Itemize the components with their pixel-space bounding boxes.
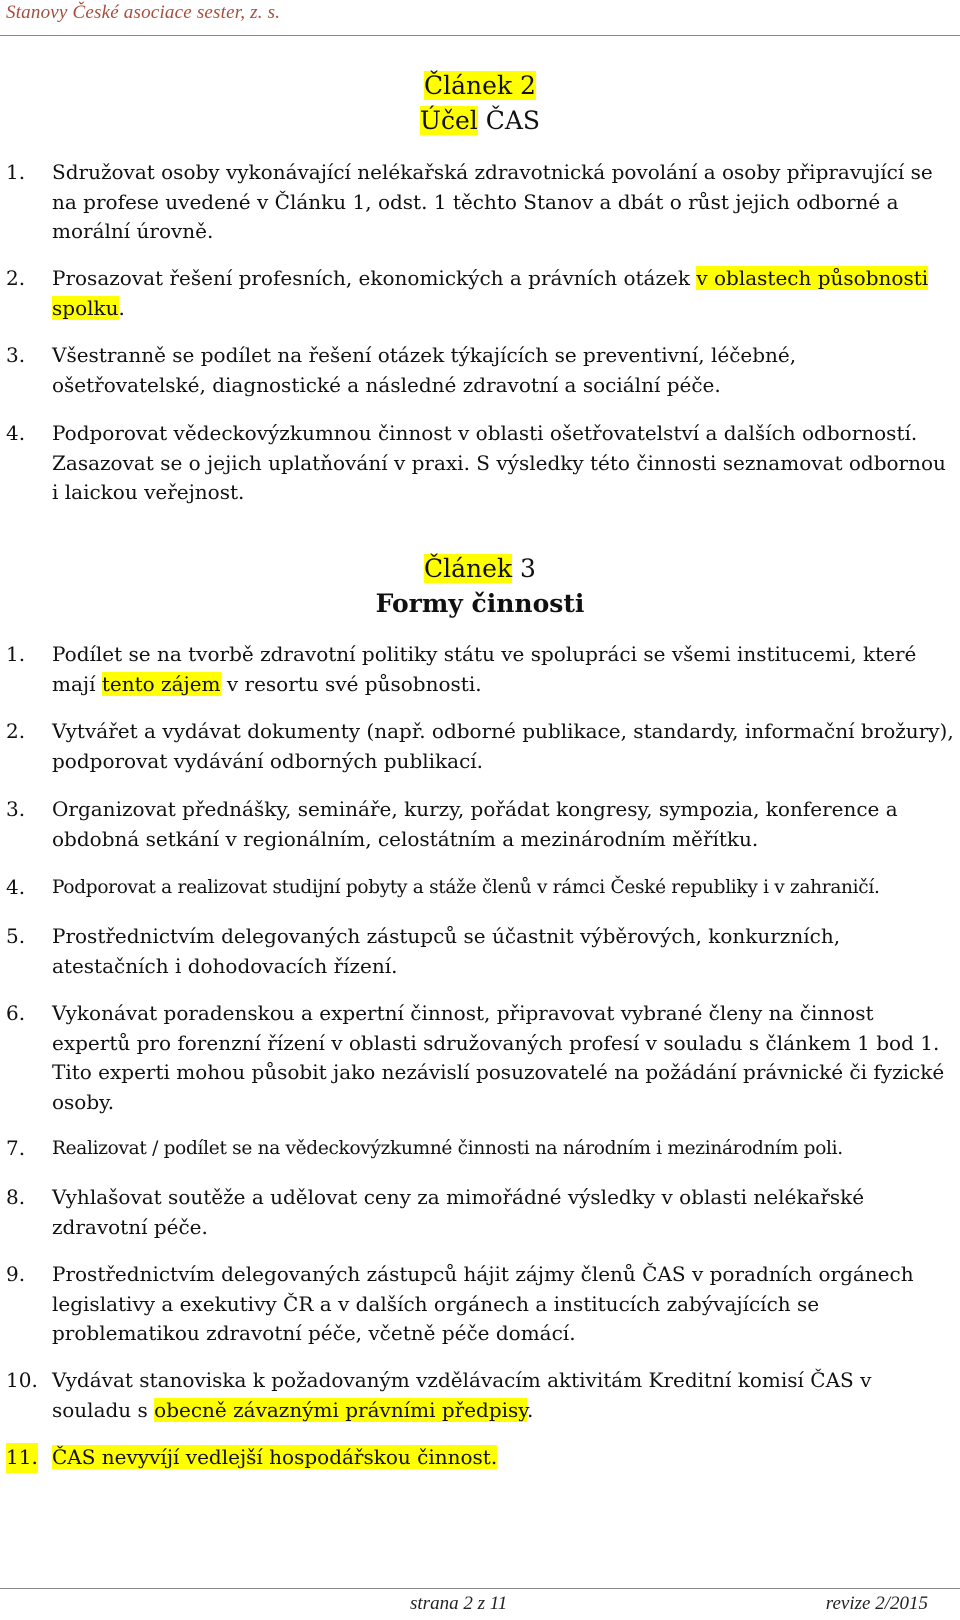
item-text: Všestranně se podílet na řešení otázek týkajících se preventivní, léčebné, ošetřovatelské, diagnostické a následné zdravotní a sociální péče. — [52, 343, 797, 397]
item-number: 11. — [6, 1443, 38, 1473]
running-header: Stanovy České asociace sester, z. s. — [6, 2, 281, 23]
item-number: 9. — [6, 1262, 26, 1286]
article-3-title — [0, 551, 960, 586]
item-number: 3. — [6, 797, 26, 821]
item-text — [52, 1443, 955, 1473]
article-3-title-rest: 3 — [512, 554, 536, 583]
footer-rule — [0, 1588, 960, 1589]
highlight: ČAS nevyvíjí vedlejší hospodářskou činnost. — [52, 1445, 498, 1469]
item-number: 1. — [6, 160, 26, 184]
item-text: Podporovat a realizovat studijní pobyty a stáže členů v rámci České republiky i v zahraničí. — [52, 877, 880, 898]
item-number: 10. — [6, 1368, 38, 1392]
item-text: Realizovat / podílet se na vědeckovýzkumné činnosti na národním i mezinárodním poli. — [52, 1138, 843, 1159]
highlight: tento zájem — [101, 671, 221, 696]
item-text: Vytvářet a vydávat dokumenty (např. odborné publikace, standardy, informační brožury), podporovat vydávání odborných publikací. — [52, 719, 954, 773]
item-text: Prostřednictvím delegovaných zástupců se účastnit výběrových, konkurzních, atestačních i dohodovacích řízení. — [52, 924, 841, 978]
item-text: Vydávat stanoviska k požadovaným vzdělávacím aktivitám Kreditní komisí ČAS v souladu s obecně závaznými právními předpisy. — [52, 1368, 872, 1422]
item-number: 4. — [6, 875, 26, 899]
article-2-title-text: Článek 2 — [424, 71, 536, 100]
item-text: Prosazovat řešení profesních, ekonomických a právních otázek v oblastech působnosti spolku. — [52, 266, 929, 320]
item-number: 8. — [6, 1185, 26, 1209]
item-text: Podporovat vědeckovýzkumnou činnost v oblasti ošetřovatelství a dalších odborností. Zasazovat se o jejich uplatňování v praxi. S výsledky této činnosti seznamovat odbornou i laickou veřejnost. — [52, 421, 946, 504]
item-number: 2. — [6, 266, 26, 290]
highlight: obecně závaznými právními předpisy — [154, 1397, 527, 1422]
revision-label: revize 2/2015 — [825, 1593, 928, 1614]
article-2-subtitle-highlight: Účel — [419, 106, 478, 135]
item-number: 5. — [6, 924, 26, 948]
header-rule — [0, 35, 960, 36]
item-number: 3. — [6, 343, 26, 367]
item-number: 7. — [6, 1136, 26, 1160]
item-number: 1. — [6, 642, 26, 666]
article-3-subtitle: Formy činnosti — [375, 589, 585, 618]
article-2-title — [0, 68, 960, 103]
item-text: Sdružovat osoby vykonávající nelékařská zdravotnická povolání a osoby připravující se na profese uvedené v Článku 1, odst. 1 těchto Stanov a dbát o růst jejich odborné a morální úrovně. — [52, 160, 933, 243]
article-2-subtitle — [0, 103, 960, 138]
article-3-title-highlight: Článek — [424, 554, 513, 583]
item-text: Prostřednictvím delegovaných zástupců hájit zájmy členů ČAS v poradních orgánech legislativy a exekutivy ČR a v dalších orgánech a institucích zabývajících se problematikou zdravotní péče, včetně péče domácí. — [52, 1262, 914, 1345]
item-text: Vyhlašovat soutěže a udělovat ceny za mimořádné výsledky v oblasti nelékařské zdravotní péče. — [52, 1185, 865, 1239]
article-2-subtitle-rest: ČAS — [477, 106, 541, 135]
item-number: 4. — [6, 421, 26, 445]
page-number: strana 2 z 11 — [410, 1593, 508, 1614]
item-text: Organizovat přednášky, semináře, kurzy, pořádat kongresy, sympozia, konference a obdobná setkání v regionálním, celostátním a mezinárodním měřítku. — [52, 797, 898, 851]
item-text: Podílet se na tvorbě zdravotní politiky státu ve spolupráci se všemi institucemi, které mají tento zájem v resortu své působnosti. — [52, 642, 917, 696]
highlight: v oblastech působnosti spolku — [52, 266, 929, 320]
item-number: 6. — [6, 1001, 26, 1025]
item-text: Vykonávat poradenskou a expertní činnost, připravovat vybrané členy na činnost expertů pro forenzní řízení v oblasti sdružovaných profesí v souladu s článkem 1 bod 1. Tito experti mohou působit jako nezávislí posuzovatelé na požádání právnické či fyzické osoby. — [52, 1001, 945, 1114]
item-number: 2. — [6, 719, 26, 743]
